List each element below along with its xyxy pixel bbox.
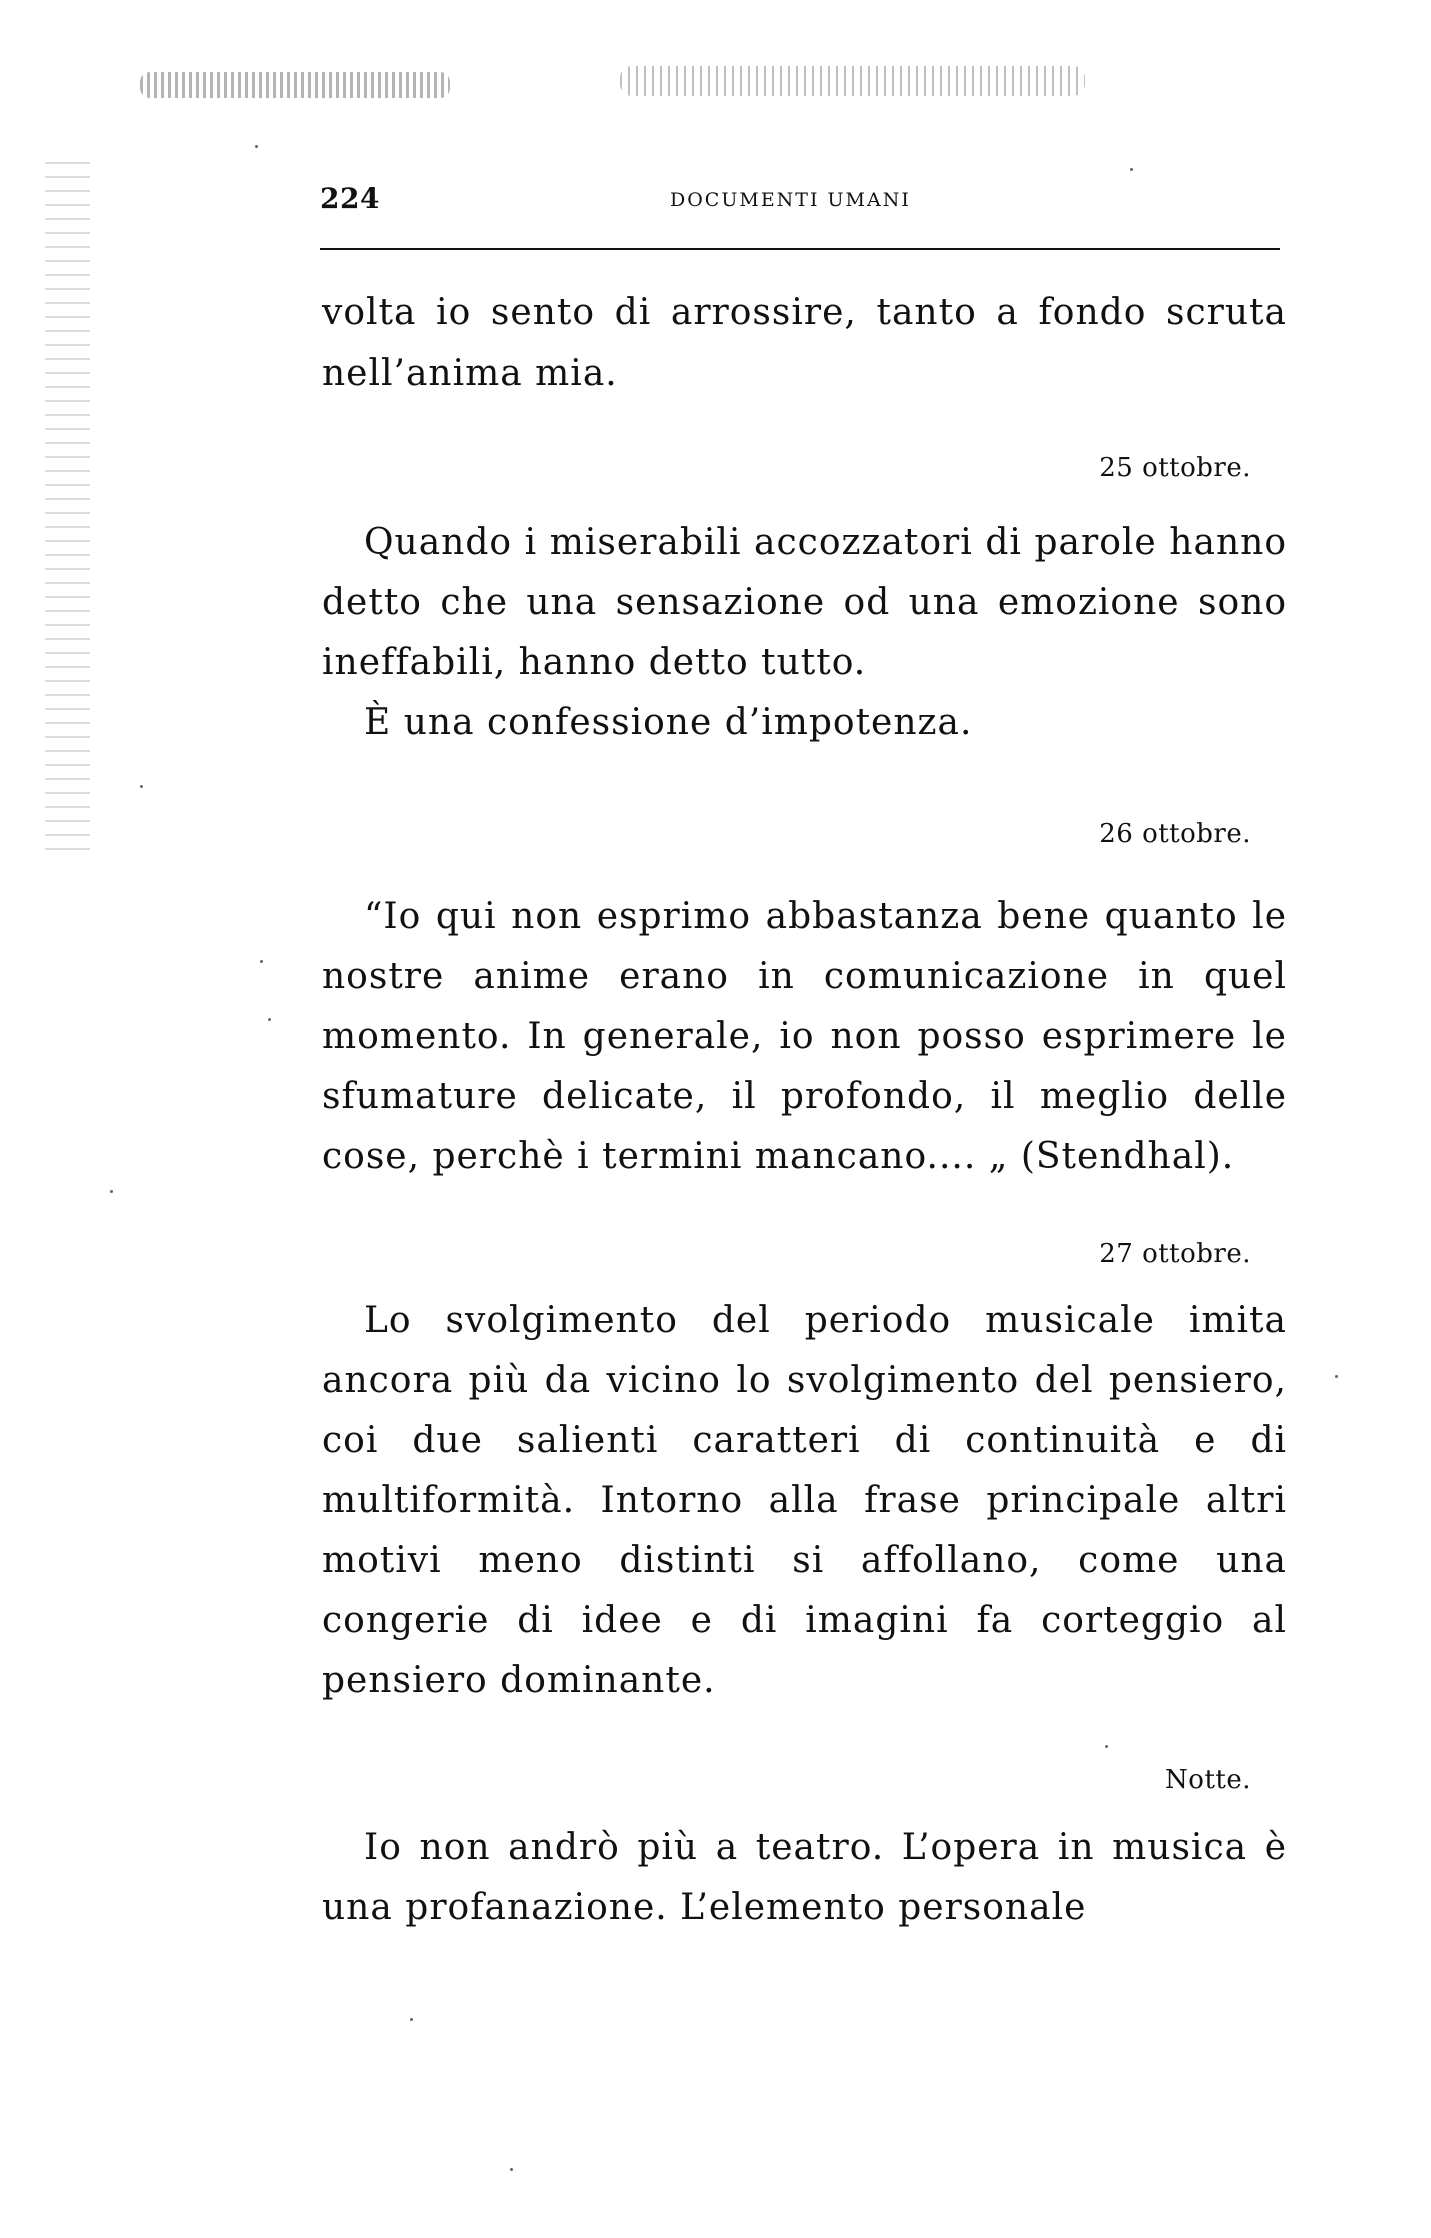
entry-date: 27 ottobre. bbox=[1099, 1239, 1251, 1269]
scan-noise-left-edge bbox=[45, 150, 90, 850]
entry-paragraph: Io non andrò più a teatro. L’opera in musica è una profanazione. L’elemento personale bbox=[322, 1827, 1287, 1928]
entry-paragraph: “Io qui non esprimo abbastanza bene quanto le nostre anime erano in comunicazione in quel momento. In generale, io non posso esprimere le sfumature delicate, il profondo, il meglio delle cose, perchè i termini mancano.... „ (Stendhal). bbox=[322, 896, 1287, 1177]
scan-speck bbox=[268, 1018, 271, 1021]
entry-paragraph: Lo svolgimento del periodo musicale imita ancora più da vicino lo svolgimento del pensiero, coi due salienti caratteri di continuità e di multiformità. Intorno alla frase principale altri motivi meno distinti si affollano, come una congerie di idee e di imagini fa corteggio al pensiero dominante. bbox=[322, 1300, 1287, 1701]
continued-paragraph: volta io sento di arrossire, tanto a fondo scruta nell’anima mia. bbox=[322, 292, 1287, 394]
scan-noise-top-right bbox=[620, 66, 1085, 96]
scan-speck bbox=[410, 2018, 413, 2021]
entry-date: 25 ottobre. bbox=[1099, 453, 1251, 483]
scan-speck bbox=[1335, 1375, 1338, 1378]
scan-speck bbox=[1105, 1745, 1108, 1748]
paragraph-text: È una confessione d’impotenza. bbox=[364, 702, 973, 743]
running-title: DOCUMENTI UMANI bbox=[670, 189, 911, 211]
scan-speck bbox=[255, 145, 258, 148]
page-header bbox=[320, 182, 1280, 222]
scan-speck bbox=[1130, 168, 1133, 171]
scan-speck bbox=[110, 1190, 113, 1193]
entry-date: Notte. bbox=[1165, 1765, 1251, 1795]
scan-speck bbox=[510, 2168, 513, 2171]
header-divider bbox=[320, 248, 1280, 250]
paragraph-text: Quando i miserabili accozzatori di parole hanno detto che una sensazione od una emozione sono ineffabili, hanno detto tutto. bbox=[322, 522, 1287, 683]
scan-noise-top-left bbox=[140, 72, 450, 98]
scan-speck bbox=[260, 960, 263, 963]
entry-date: 26 ottobre. bbox=[1099, 819, 1251, 849]
page-number: 224 bbox=[320, 182, 380, 215]
entry-paragraph bbox=[322, 513, 1287, 753]
scan-speck bbox=[140, 785, 143, 788]
